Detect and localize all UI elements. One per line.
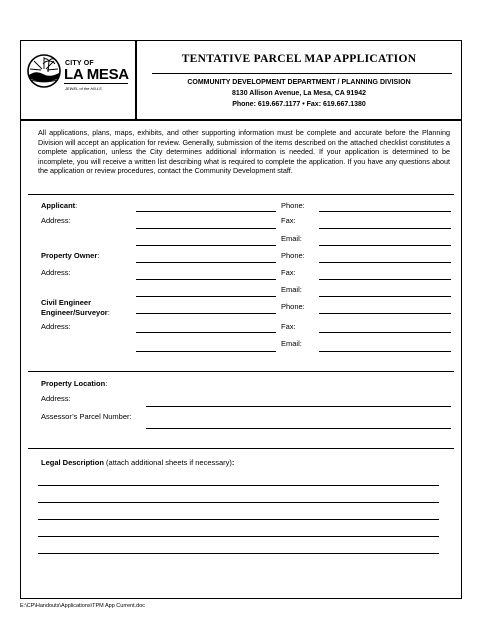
applicant-email-field[interactable]	[319, 245, 451, 246]
legal-description-line-5[interactable]	[38, 553, 439, 554]
owner-label: Property Owner:	[41, 251, 100, 260]
title-divider	[152, 73, 452, 74]
applicant-address-field[interactable]	[136, 228, 276, 229]
owner-fax-field[interactable]	[319, 279, 451, 280]
legal-description-line-2[interactable]	[38, 502, 439, 503]
engineer-fax-field[interactable]	[319, 332, 451, 333]
logo-city-of: CITY OF	[65, 60, 94, 67]
logo-la-mesa: LA MESA	[64, 66, 129, 83]
owner-phone-field[interactable]	[319, 262, 451, 263]
parcel-number-field[interactable]	[146, 428, 451, 429]
location-address-field[interactable]	[146, 406, 451, 407]
engineer-email-label: Email:	[281, 339, 302, 348]
engineer-phone-field[interactable]	[319, 313, 451, 314]
applicant-name-field[interactable]	[136, 211, 276, 212]
department-address: 8130 Allison Avenue, La Mesa, CA 91942	[232, 90, 366, 97]
section-divider	[28, 371, 454, 372]
engineer-address-field-2[interactable]	[136, 351, 276, 352]
applicant-email-label: Email:	[281, 234, 302, 243]
file-path-footer: E:\CP\Handouts\Applications\TPM App Current.doc	[20, 603, 146, 609]
applicant-phone-label: Phone:	[281, 201, 305, 210]
form-title: TENTATIVE PARCEL MAP APPLICATION	[181, 53, 417, 65]
legal-description-line-1[interactable]	[38, 485, 439, 486]
owner-name-field[interactable]	[136, 262, 276, 263]
legal-description-label: Legal Description (attach additional sheets if necessary):	[41, 458, 235, 467]
city-seal-logo	[26, 53, 62, 89]
applicant-label: Applicant:	[41, 201, 78, 210]
property-location-label: Property Location:	[41, 379, 108, 388]
application-form	[20, 120, 462, 599]
owner-address-label: Address:	[41, 268, 71, 277]
applicant-phone-field[interactable]	[319, 211, 451, 212]
engineer-label: Civil Engineer Engineer/Surveyor:	[41, 298, 110, 317]
location-address-label: Address:	[41, 394, 71, 403]
applicant-address-field-2[interactable]	[136, 245, 276, 246]
engineer-fax-label: Fax:	[281, 322, 296, 331]
owner-email-label: Email:	[281, 285, 302, 294]
engineer-name-field[interactable]	[136, 313, 276, 314]
section-divider	[28, 194, 454, 195]
logo-tagline: JEWEL of the HILLS	[65, 86, 102, 91]
owner-email-field[interactable]	[319, 296, 451, 297]
engineer-address-field[interactable]	[136, 332, 276, 333]
engineer-phone-label: Phone:	[281, 302, 305, 311]
intro-paragraph: All applications, plans, maps, exhibits, and other supporting information must be complete and accurate before the Planning Division will accept an application for review. Generally, submission of the items described on the attached checklist constitutes a complete application, unless the City determines additional information is needed. If your application is determined to be incomplete, you will receive a written list describing what is required to complete the application. If you have any questions about the application or review procedures, contact the Community Development staff.	[38, 128, 450, 176]
legal-description-line-4[interactable]	[38, 536, 439, 537]
owner-address-field-2[interactable]	[136, 296, 276, 297]
applicant-fax-label: Fax:	[281, 216, 296, 225]
parcel-number-label: Assessor’s Parcel Number:	[41, 412, 132, 421]
section-divider	[28, 448, 454, 449]
engineer-address-label: Address:	[41, 322, 71, 331]
applicant-fax-field[interactable]	[319, 228, 451, 229]
applicant-address-label: Address:	[41, 216, 71, 225]
logo-divider	[64, 83, 128, 84]
engineer-email-field[interactable]	[319, 351, 451, 352]
department-name: COMMUNITY DEVELOPMENT DEPARTMENT / PLANNING DIVISION	[187, 79, 411, 86]
owner-phone-label: Phone:	[281, 251, 305, 260]
legal-description-line-3[interactable]	[38, 519, 439, 520]
owner-fax-label: Fax:	[281, 268, 296, 277]
owner-address-field[interactable]	[136, 279, 276, 280]
department-phone-fax: Phone: 619.667.1177 • Fax: 619.667.1380	[232, 101, 366, 108]
